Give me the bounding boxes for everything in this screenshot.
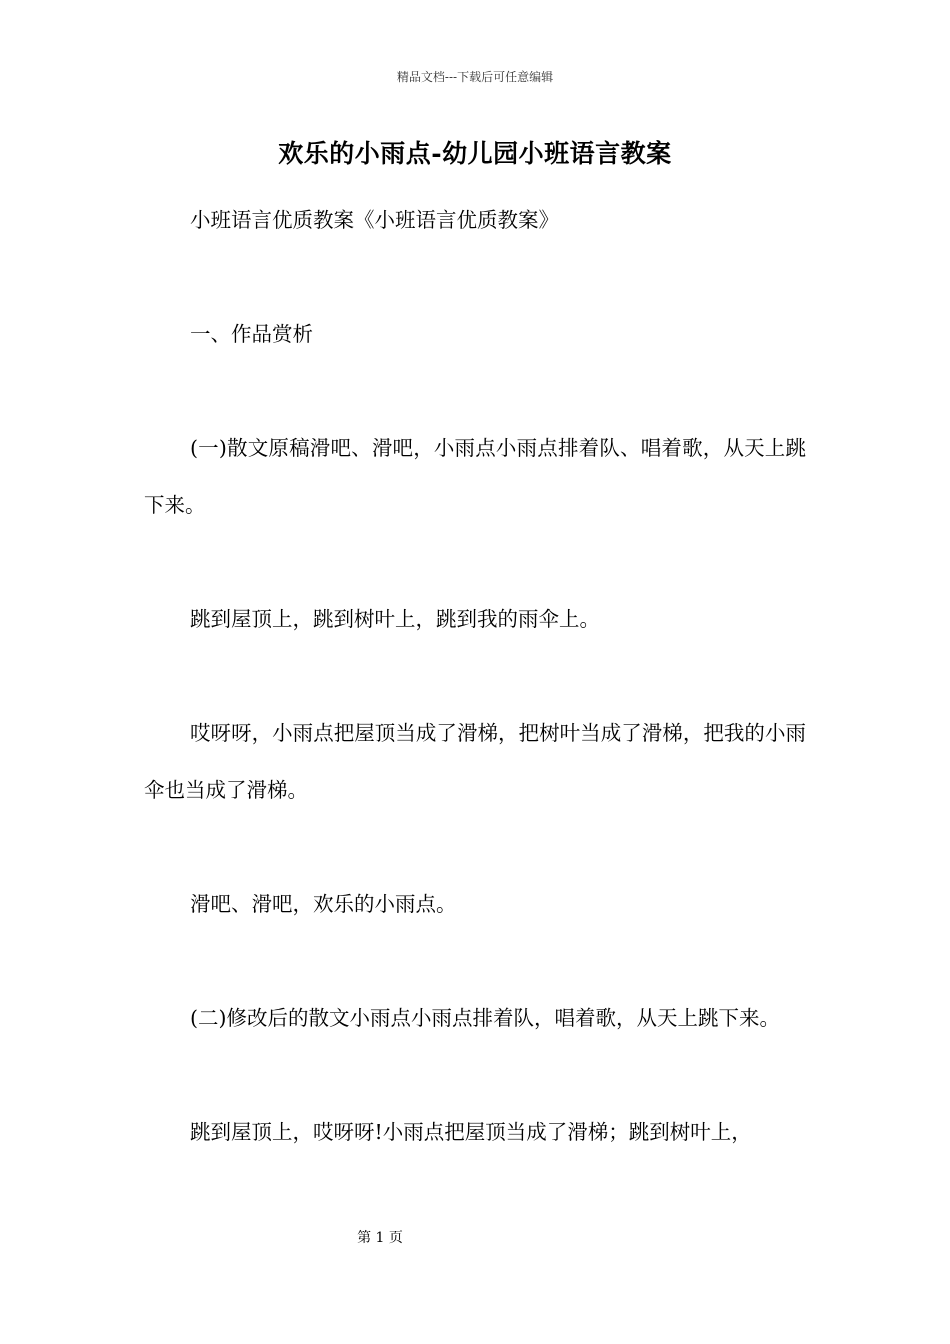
page-number: 第 1 页 (357, 1230, 403, 1246)
paragraph: (二)修改后的散文小雨点小雨点排着队，唱着歌，从天上跳下来。 (190, 1006, 780, 1030)
paragraph: 跳到屋顶上，跳到树叶上，跳到我的雨伞上。 (190, 607, 600, 631)
paragraph: (一)散文原稿滑吧、滑吧，小雨点小雨点排着队、唱着歌，从天上跳下来。 (144, 436, 806, 517)
paragraph: 一、作品赏析 (190, 322, 313, 346)
paragraph: 哎呀呀，小雨点把屋顶当成了滑梯，把树叶当成了滑梯，把我的小雨伞也当成了滑梯。 (144, 721, 806, 802)
paragraph: 滑吧、滑吧，欢乐的小雨点。 (190, 892, 457, 916)
paragraph: 小班语言优质教案《小班语言优质教案》 (190, 208, 559, 232)
page-header: 精品文档---下载后可任意编辑 (396, 70, 554, 84)
paragraph: 跳到屋顶上，哎呀呀!小雨点把屋顶当成了滑梯；跳到树叶上， (190, 1120, 752, 1144)
document-title: 欢乐的小雨点-幼儿园小班语言教案 (278, 139, 672, 168)
document-body (144, 192, 806, 1161)
